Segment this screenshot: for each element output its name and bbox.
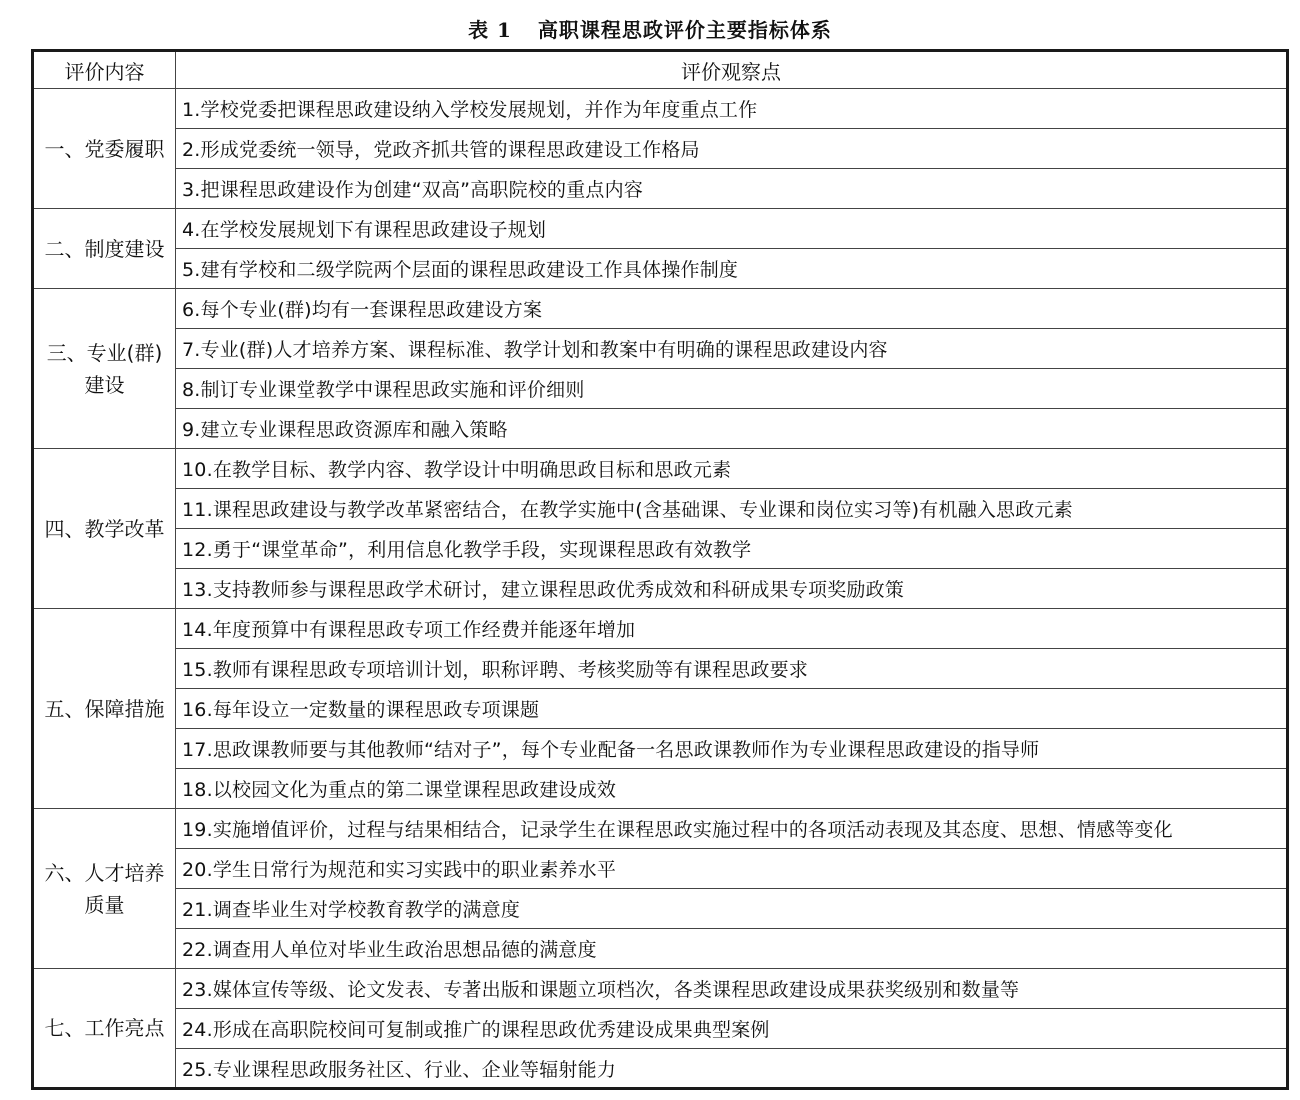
observation-point-cell: 9.建立专业课程思政资源库和融入策略 [176, 409, 1288, 449]
observation-point-cell: 16.每年设立一定数量的课程思政专项课题 [176, 689, 1288, 729]
table-title: 高职课程思政评价主要指标体系 [537, 18, 832, 42]
table-row [33, 529, 1288, 569]
category-cell: 六、人才培养质量 [33, 809, 176, 969]
table-row [33, 1049, 1288, 1089]
observation-point-cell: 20.学生日常行为规范和实习实践中的职业素养水平 [176, 849, 1288, 889]
category-cell: 三、专业(群)建设 [33, 289, 176, 449]
observation-point-cell: 10.在教学目标、教学内容、教学设计中明确思政目标和思政元素 [176, 449, 1288, 489]
table-row [33, 129, 1288, 169]
table-row [33, 849, 1288, 889]
table-row [33, 689, 1288, 729]
observation-point-cell: 22.调查用人单位对毕业生政治思想品德的满意度 [176, 929, 1288, 969]
observation-point-cell: 12.勇于“课堂革命”，利用信息化教学手段，实现课程思政有效教学 [176, 529, 1288, 569]
observation-point-cell: 18.以校园文化为重点的第二课堂课程思政建设成效 [176, 769, 1288, 809]
observation-point-cell: 23.媒体宣传等级、论文发表、专著出版和课题立项档次，各类课程思政建设成果获奖级别和数量等 [176, 969, 1288, 1009]
table-row [33, 449, 1288, 489]
table-row [33, 609, 1288, 649]
table-row [33, 729, 1288, 769]
table-row [33, 249, 1288, 289]
observation-point-cell: 8.制订专业课堂教学中课程思政实施和评价细则 [176, 369, 1288, 409]
table-caption [0, 14, 1300, 43]
category-cell: 四、教学改革 [33, 449, 176, 609]
observation-point-cell: 15.教师有课程思政专项培训计划，职称评聘、考核奖励等有课程思政要求 [176, 649, 1288, 689]
observation-point-cell: 21.调查毕业生对学校教育教学的满意度 [176, 889, 1288, 929]
table-row [33, 929, 1288, 969]
table-row [33, 569, 1288, 609]
observation-point-cell: 6.每个专业(群)均有一套课程思政建设方案 [176, 289, 1288, 329]
table-row [33, 289, 1288, 329]
table-row [33, 409, 1288, 449]
table-row [33, 369, 1288, 409]
table-row [33, 649, 1288, 689]
category-cell: 五、保障措施 [33, 609, 176, 809]
observation-point-cell: 1.学校党委把课程思政建设纳入学校发展规划，并作为年度重点工作 [176, 89, 1288, 129]
observation-point-cell: 17.思政课教师要与其他教师“结对子”，每个专业配备一名思政课教师作为专业课程思政建设的指导师 [176, 729, 1288, 769]
table-number: 表 1 [468, 18, 512, 42]
table-row [33, 769, 1288, 809]
header-evaluation-content: 评价内容 [33, 51, 176, 89]
table-row [33, 209, 1288, 249]
category-cell: 一、党委履职 [33, 89, 176, 209]
observation-point-cell: 25.专业课程思政服务社区、行业、企业等辐射能力 [176, 1049, 1288, 1089]
header-observation-points: 评价观察点 [176, 51, 1288, 89]
observation-point-cell: 11.课程思政建设与教学改革紧密结合，在教学实施中(含基础课、专业课和岗位实习等)有机融入思政元素 [176, 489, 1288, 529]
table-row [33, 329, 1288, 369]
table-row [33, 809, 1288, 849]
table-row [33, 969, 1288, 1009]
observation-point-cell: 13.支持教师参与课程思政学术研讨，建立课程思政优秀成效和科研成果专项奖励政策 [176, 569, 1288, 609]
header-row [33, 51, 1288, 89]
category-cell: 七、工作亮点 [33, 969, 176, 1089]
observation-point-cell: 2.形成党委统一领导，党政齐抓共管的课程思政建设工作格局 [176, 129, 1288, 169]
evaluation-index-table [31, 49, 1289, 1090]
table-row [33, 889, 1288, 929]
observation-point-cell: 7.专业(群)人才培养方案、课程标准、教学计划和教案中有明确的课程思政建设内容 [176, 329, 1288, 369]
observation-point-cell: 19.实施增值评价，过程与结果相结合，记录学生在课程思政实施过程中的各项活动表现及其态度、思想、情感等变化 [176, 809, 1288, 849]
observation-point-cell: 3.把课程思政建设作为创建“双高”高职院校的重点内容 [176, 169, 1288, 209]
observation-point-cell: 4.在学校发展规划下有课程思政建设子规划 [176, 209, 1288, 249]
observation-point-cell: 24.形成在高职院校间可复制或推广的课程思政优秀建设成果典型案例 [176, 1009, 1288, 1049]
table-row [33, 1009, 1288, 1049]
table-row [33, 489, 1288, 529]
table-row [33, 89, 1288, 129]
table-row [33, 169, 1288, 209]
observation-point-cell: 5.建有学校和二级学院两个层面的课程思政建设工作具体操作制度 [176, 249, 1288, 289]
observation-point-cell: 14.年度预算中有课程思政专项工作经费并能逐年增加 [176, 609, 1288, 649]
category-cell: 二、制度建设 [33, 209, 176, 289]
table-body [33, 89, 1288, 1089]
